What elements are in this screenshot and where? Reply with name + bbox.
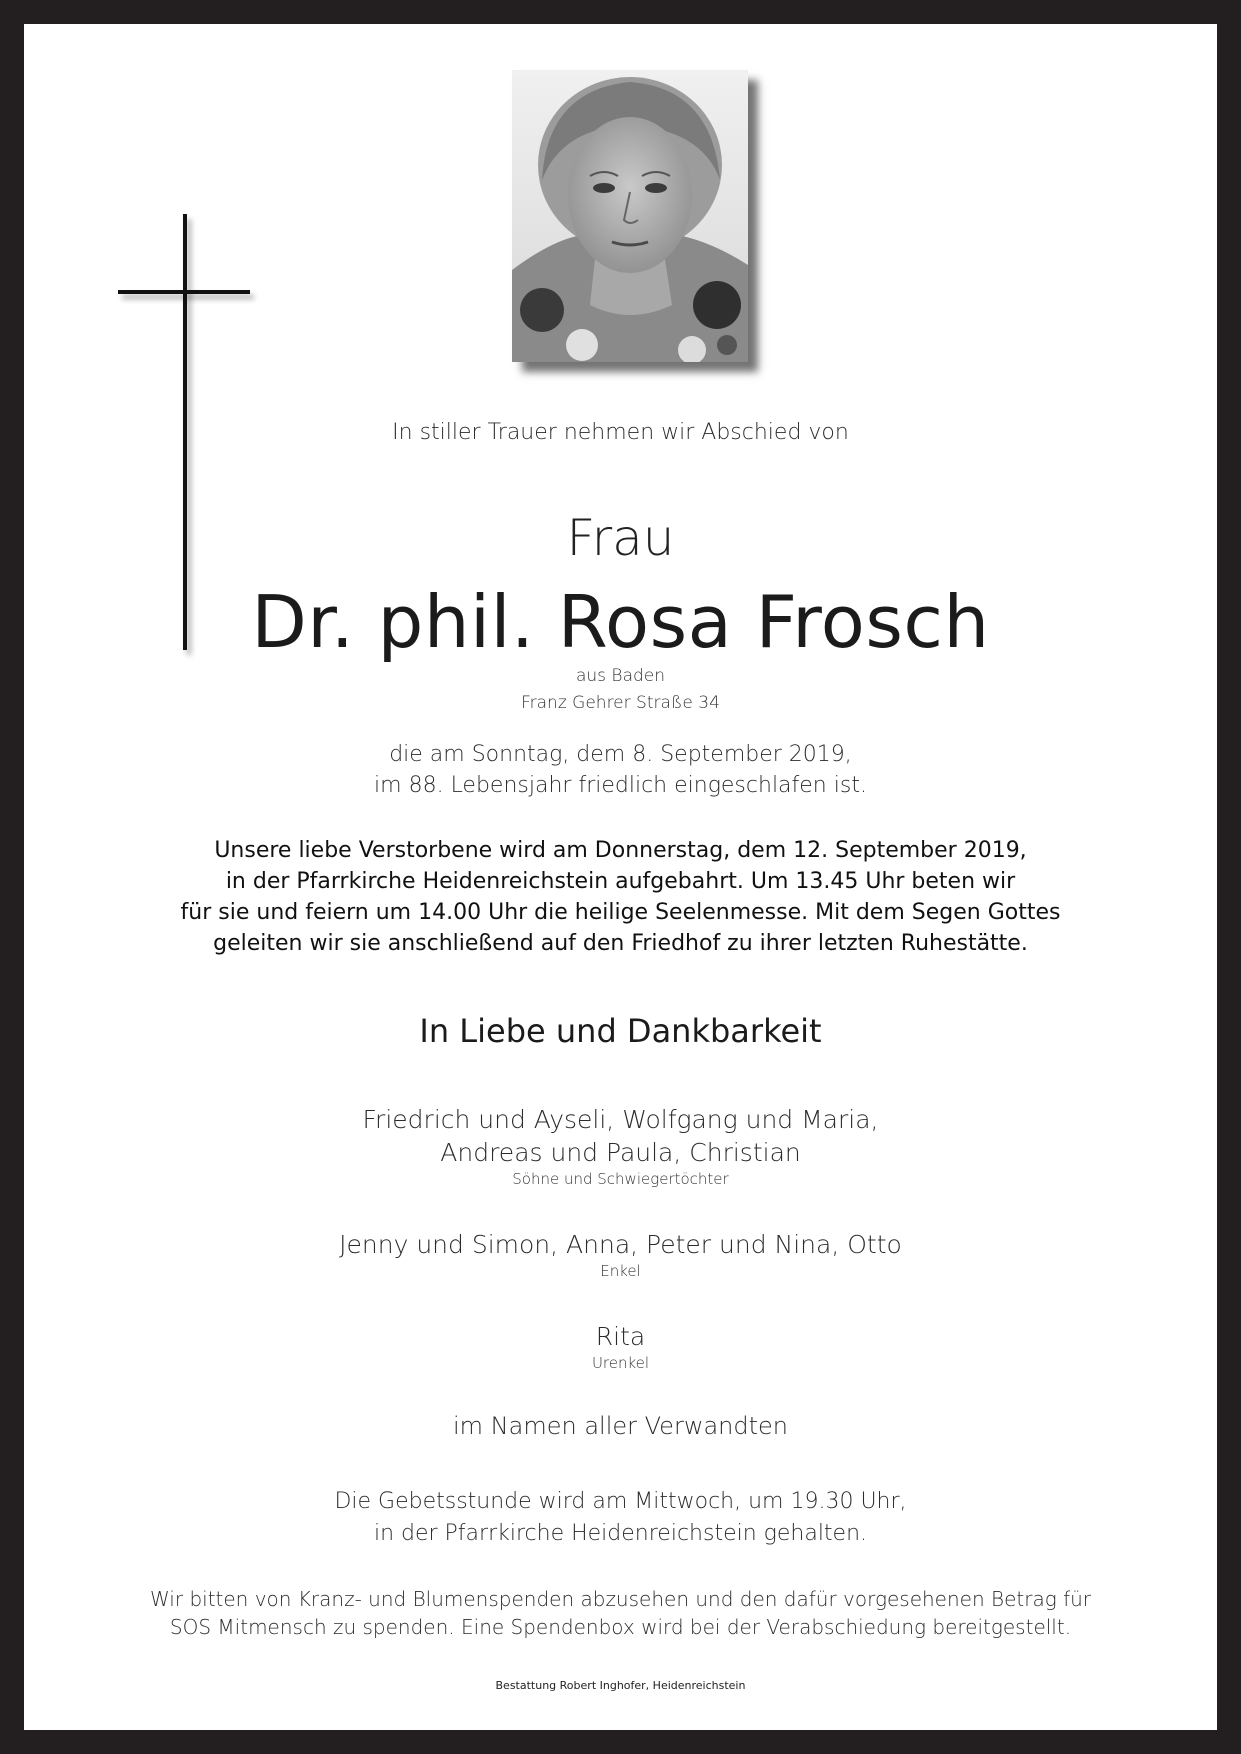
great-grandchildren-caption: Urenkel — [591, 1354, 650, 1372]
intro-text: In stiller Trauer nehmen wir Abschied von — [392, 420, 849, 445]
sons-line-2: Andreas und Paula, Christian — [440, 1138, 801, 1167]
sons-line-1: Friedrich und Ayseli, Wolfgang und Maria, — [362, 1105, 879, 1134]
address-text: Franz Gehrer Straße 34 — [521, 693, 720, 713]
origin-text: aus Baden — [575, 666, 666, 686]
sons-caption: Söhne und Schwiegertöchter — [512, 1170, 729, 1188]
death-line-1: die am Sonntag, dem 8. September 2019, — [389, 742, 852, 767]
relatives-line: im Namen aller Verwandten — [453, 1412, 788, 1440]
grandchildren-caption: Enkel — [600, 1262, 641, 1280]
undertaker-credit: Bestattung Robert Inghofer, Heidenreichstein — [495, 1679, 746, 1692]
grandchildren-names: Jenny und Simon, Anna, Peter und Nina, Otto — [339, 1230, 902, 1259]
deceased-name: Dr. phil. Rosa Frosch — [251, 580, 990, 664]
funeral-line-4: geleiten wir sie anschließend auf den Friedhof zu ihrer letzten Ruhestätte. — [213, 931, 1028, 956]
funeral-line-2: in der Pfarrkirche Heidenreichstein aufgebahrt. Um 13.45 Uhr beten wir — [225, 869, 1016, 894]
donation-line-2: SOS Mitmensch zu spenden. Eine Spendenbox wird bei der Verabschiedung bereitgestellt. — [169, 1615, 1072, 1639]
salutation: Frau — [566, 509, 675, 567]
great-grandchildren-names: Rita — [595, 1322, 646, 1351]
funeral-line-3: für sie und feiern um 14.00 Uhr die heilige Seelenmesse. Mit dem Segen Gottes — [180, 900, 1061, 925]
cross-icon-bar — [118, 290, 250, 294]
portrait-photo — [512, 70, 748, 362]
death-line-2: im 88. Lebensjahr friedlich eingeschlafen ist. — [374, 773, 867, 798]
funeral-line-1: Unsere liebe Verstorbene wird am Donnerstag, dem 12. September 2019, — [214, 838, 1027, 863]
prayer-line-2: in der Pfarrkirche Heidenreichstein gehalten. — [373, 1521, 868, 1546]
gratitude-heading: In Liebe und Dankbarkeit — [419, 1012, 822, 1050]
prayer-line-1: Die Gebetsstunde wird am Mittwoch, um 19.30 Uhr, — [334, 1489, 907, 1514]
donation-line-1: Wir bitten von Kranz- und Blumenspenden abzusehen und den dafür vorgesehenen Betrag für — [149, 1587, 1092, 1611]
